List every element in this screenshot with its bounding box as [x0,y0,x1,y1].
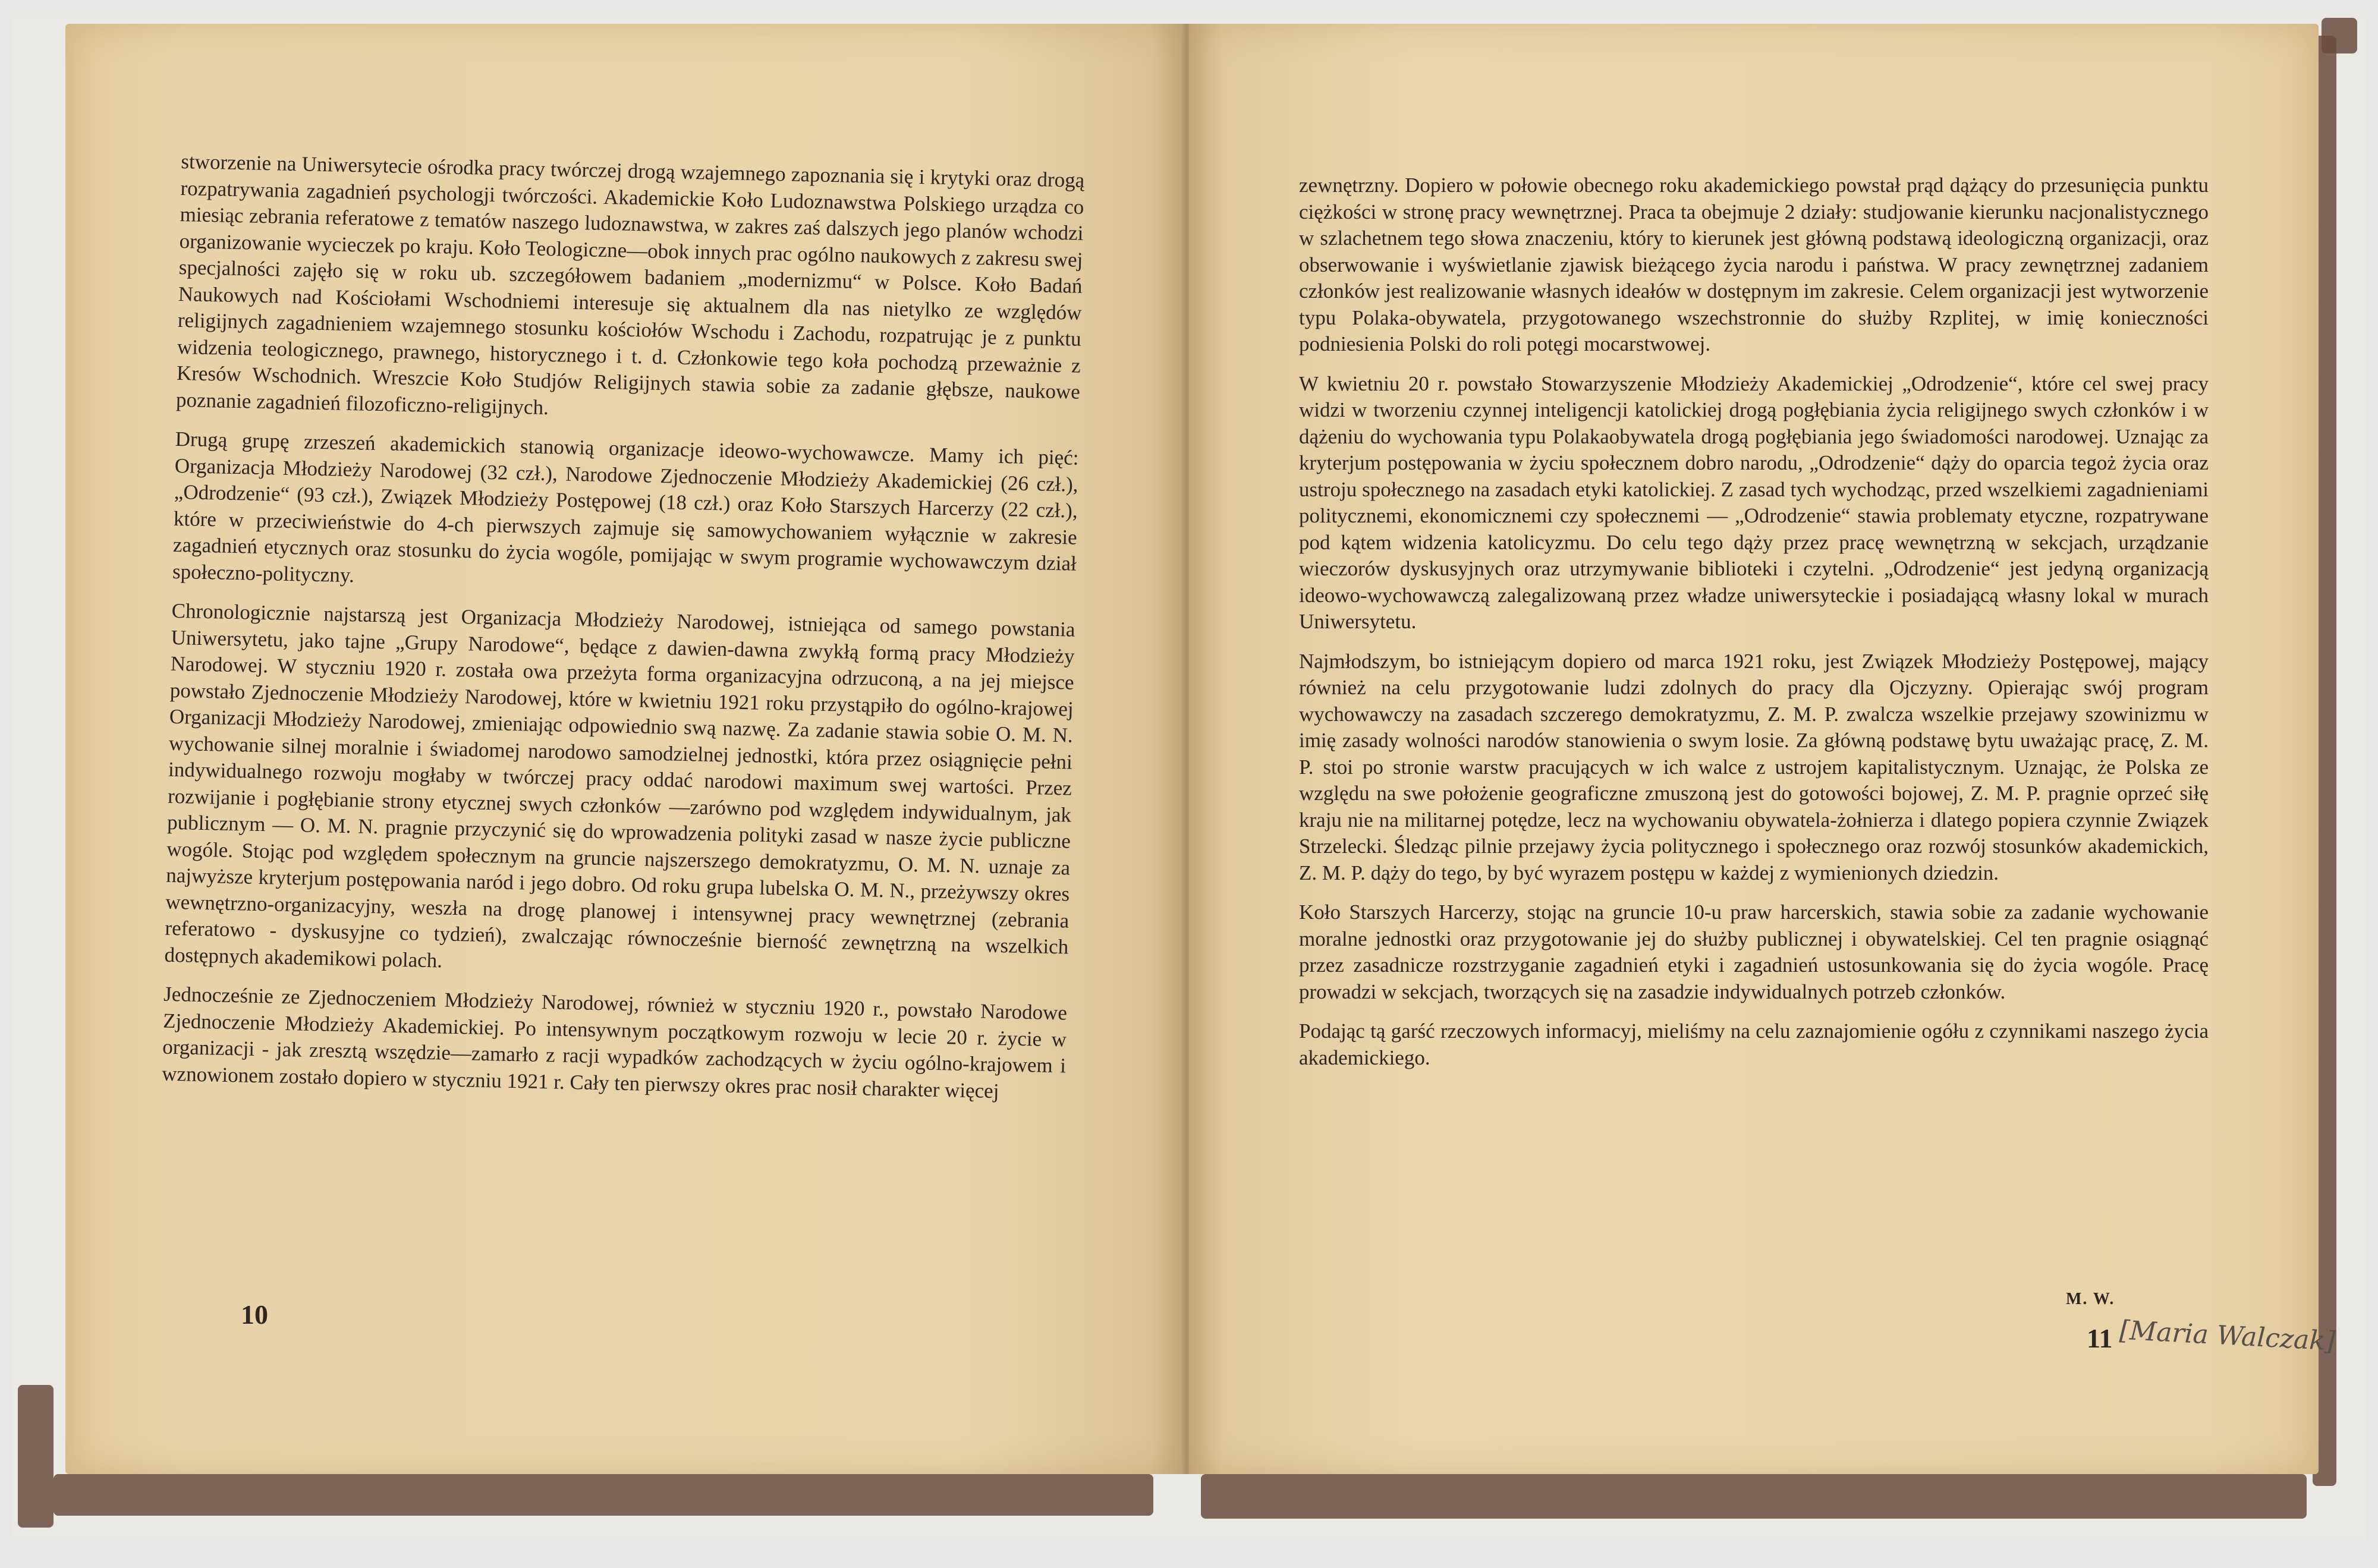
paragraph: Jednocześnie ze Zjednoczeniem Młodzieży Narodowej, również w styczniu 1920 r., powstało Narodowe Zjednoczenie Młodzieży Akademickiej. Po intensywnym początkowym rozwoju w lecie 20 r. życie w organizacji - jak zresztą wszędzie—zamarło z racji wypadków zachodzących w życiu ogólno-krajowem i wznowionem zostało dopiero w styczniu 1921 r. Cały ten pierwszy okres prac nosił charakter więcej [162,982,1068,1103]
paragraph: stworzenie na Uniwersytecie ośrodka pracy twórczej drogą wzajemnego zapoznania się i krytyki oraz drogą rozpatrywania zagadnień psychologji twórczości. Akademickie Koło Ludoznawstwa Polskiego urządza co miesiąc zebrania referatowe z tematów naszego ludoznawstwa, w zakres zaś dalszych jego planów wchodzi organizowanie wycieczek po kraju. Koło Teologiczne—obok innych prac ogólno naukowych z zakresu swej specjalności zajęło się w roku ub. szczegółowem badaniem „modernizmu“ w Polsce. Koło Badań Naukowych nad Kościołami Wschodniemi interesuje się aktualnem dla nas nietylko ze względów religijnych zagadnieniem wzajemnego stosunku kościołów Wschodu i Zachodu, rozpatrując je z punktu widzenia teologicznego, prawnego, historycznego i t. d. Członkowie tego koła pochodzą przeważnie z Kresów Wschodnich. Wreszcie Koło Studjów Religijnych stawia sobie za zadanie głębsze, naukowe poznanie zagadnień filozoficzno-religijnych. [175,149,1085,419]
paragraph: Najmłodszym, bo istniejącym dopiero od marca 1921 roku, jest Związek Młodzieży Postępowej, mający również na celu przygotowanie ludzi zdolnych do pracy dla Ojczyzny. Opierając swój program wychowawczy na zasadach szczerego demokratyzmu, Z. M. P. zwalcza wszelkie przejawy szowinizmu w imię zasady wolności narodów stanowienia o swym losie. Za główną podstawę bytu uważając pracę, Z. M. P. stoi po stronie warstw pracujących w ich walce z ustrojem kapitalistycznym. Uznając, że Polska ze względu na swe położenie geograficzne zmuszoną jest do gotowości bojowej, Z. M. P. pragnie oprzeć siłę kraju nie na militarnej potędze, lecz na wychowaniu obywatela-żołnierza i dlatego popiera czynnie Związek Strzelecki. Śledząc pilnie przejawy życia politycznego i społecznego oraz rozwój stosunków akademickich, Z. M. P. dąży do tego, by być wyrazem postępu w każdej z wymienionych dziedzin. [1299,649,2209,884]
tape-stain [1201,1474,2307,1519]
paragraph: Chronologicznie najstarszą jest Organizacja Młodzieży Narodowej, istniejąca od samego powstania Uniwersytetu, jako tajne „Grupy Narodowe“, będące z dawien-dawna zwykłą formą pracy Młodzieży Narodowej. W styczniu 1920 r. została owa przeżyta forma organizacyjna odrzuconą, a na jej miejsce powstało Zjednoczenie Młodzieży Narodowej, które w kwietniu 1921 roku przystąpiło do ogólno-krajowej Organizacji Młodzieży Narodowej, zmieniając odpowiednio swą nazwę. Za zadanie stawia sobie O. M. N. wychowanie silnej moralnie i świadomej narodowo samodzielnej jednostki, która przez osiągnięcie pełni indywidualnego rozwoju mogłaby w twórczej pracy oddać narodowi maximum swej wartości. Przez rozwijanie i pogłębianie strony etycznej swych członków —zarówno pod względem indywidualnym, jak publicznym — O. M. N. pragnie przyczynić się do wprowadzenia polityki zasad w nasze życie publiczne wogóle. Stojąc pod względem społecznym na gruncie najszerszego demokratyzmu, O. M. N. uznaje za najwyższe kryterjum postępowania naród i jego dobro. Od roku grupa lubelska O. M. N., przeżywszy okres wewnętrzno-organizacyjny, weszła na drogę planowej i intensywnej pracy wewnętrznej (zebrania referatowo - dyskusyjne co tydzień), zwalczając równocześnie bierność zewnętrzną na wszelkich dostępnych akademikowi polach. [164,599,1075,972]
paragraph: zewnętrzny. Dopiero w połowie obecnego roku akademickiego powstał prąd dążący do przesunięcia punktu ciężkości w stronę pracy wewnętrznej. Praca ta obejmuje 2 działy: studjowanie kierunku nacjonalistycznego w szlachetnem tego słowa znaczeniu, który to kierunek jest główną podstawą ideologiczną organizacji, oraz obserwowanie i wyświetlanie zjawisk bieżącego życia narodu i państwa. W pracy zewnętrznej zadaniem członków jest realizowanie własnych ideałów w dostępnym im zakresie. Celem organizacji jest wytworzenie typu Polaka-obywatela, przygotowanego wszechstronnie do służby Rzplitej, w imię konieczności podniesienia Polski do roli potęgi mocarstwowej. [1299,174,2209,355]
paragraph: W kwietniu 20 r. powstało Stowarzyszenie Młodzieży Akademickiej „Odrodzenie“, które cel swej pracy widzi w tworzeniu czynnej inteligencji katolickiej drogą pogłębiania życia religijnego swych członków i w dążeniu do wychowania typu Polakaobywatela drogą pogłębiania jego świadomości narodowej. Uznając za kryterjum postępowania w życiu społecznem dobro narodu, „Odrodzenie“ dąży do oparcia tegoż życia oraz ustroju społecznego na zasadach etyki katolickiej. Z zasad tych wychodząc, przed wszelkiemi zagadnieniami politycznemi, ekonomicznemi czy społecznemi — „Odrodzenie“ stawia problematy etyczne, rozpatrywane pod kątem widzenia katolicyzmu. Do celu tego dąży przez pracę wewnętrzną w sekcjach, urządzanie wieczorów dyskusyjnych oraz utrzymywanie biblioteki i czytelni. „Odrodzenie“ jest jedyną organizacją ideowo-wychowawczą zalegalizowaną przez władze uniwersyteckie i posiadającą własny lokal w murach Uniwersytetu. [1299,371,2209,633]
right-page-text [1299,172,2209,1084]
page-number-left: 10 [241,1299,268,1330]
paragraph: Koło Starszych Harcerzy, stojąc na gruncie 10-u praw harcerskich, stawia sobie za zadanie wychowanie moralne jednostki oraz przygotowanie jej do służby publicznej i obywatelskiej. Cel ten pragnie osiągnąć przez zasadnicze rozstrzyganie zagadnień etyki i zagadnień ustosunkowania się do życia wogóle. Pracę prowadzi w sekcjach, tworzących się na zasadzie indywidualnych potrzeb członków. [1299,901,2209,1003]
tape-stain [18,1385,54,1528]
page-number-right: 11 [2087,1323,2113,1353]
pencil-annotation: [Maria Walczak] [2118,1315,2336,1357]
left-page-text [161,149,1084,1119]
paragraph: Podając tą garść rzeczowych informacyj, mieliśmy na celu zaznajomienie ogółu z czynnikami naszego życia akademickiego. [1299,1019,2209,1069]
tape-stain [2322,18,2357,53]
author-initials: M. W. [2066,1290,2115,1308]
paragraph: Drugą grupę zrzeszeń akademickich stanowią organizacje ideowo-wychowawcze. Mamy ich pięć: Organizacja Młodzieży Narodowej (32 czł.), Narodowe Zjednoczenie Młodzieży Akademickiej (26 czł.), „Odrodzenie“ (93 czł.), Związek Młodzieży Postępowej (18 czł.) oraz Koło Starszych Harcerzy (22 czł.), które w przeciwieństwie do 4-ch pierwszych zajmuje się samowychowaniem wyłącznie w zakresie zagadnień etycznych oraz stosunku do życia wogóle, pomijając w swym programie wychowawczym dział społeczno-polityczny. [172,427,1079,587]
tape-stain [54,1474,1153,1516]
